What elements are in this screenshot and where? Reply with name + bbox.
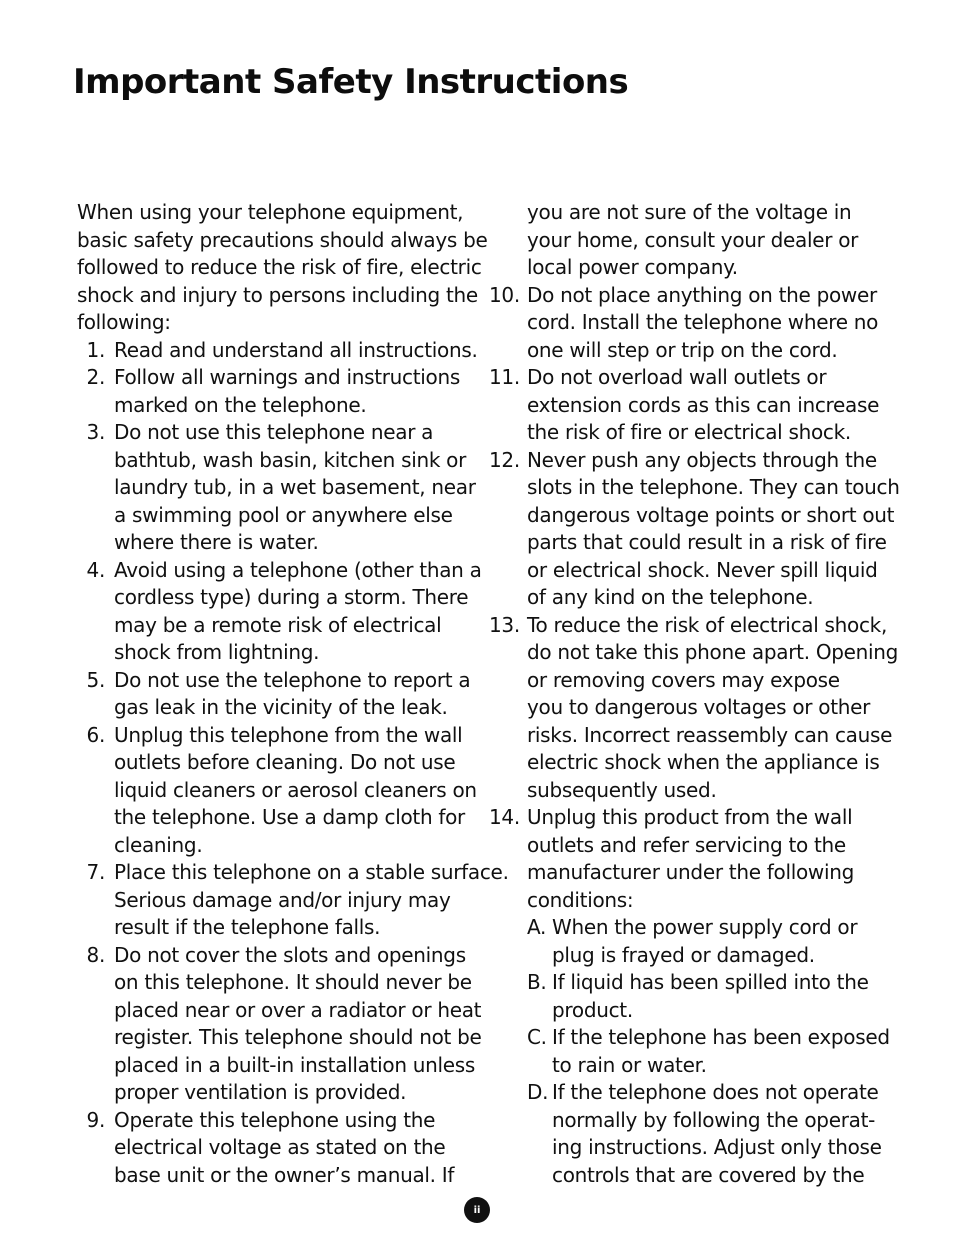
text-line: the risk of fire or electrical shock. bbox=[527, 420, 851, 444]
list-item-text bbox=[552, 1024, 890, 1079]
list-item-14 bbox=[489, 804, 889, 914]
list-item-13 bbox=[489, 612, 899, 805]
list-number: 2. bbox=[86, 365, 105, 389]
text-line: liquid cleaners or aerosol cleaners on bbox=[114, 777, 477, 802]
text-line: Do not use the telephone to report a bbox=[114, 667, 471, 692]
page-number-badge: ii bbox=[464, 1197, 490, 1223]
text-line: Unplug this telephone from the wall bbox=[114, 722, 463, 747]
text-line: register. This telephone should not be bbox=[114, 1025, 482, 1049]
list-number: 8. bbox=[86, 942, 105, 967]
list-item-text bbox=[527, 364, 889, 447]
text-line: the telephone. Use a damp cloth for bbox=[114, 805, 465, 829]
text-line: Serious damage and/or injury may bbox=[114, 887, 451, 912]
list-item-11 bbox=[489, 364, 889, 447]
text-line: outlets and refer servicing to the bbox=[527, 832, 846, 857]
text-line: cleaning. bbox=[114, 832, 203, 857]
text-line: When using your telephone equipment, bbox=[77, 200, 464, 224]
text-line: Avoid using a telephone (other than a bbox=[114, 557, 482, 582]
item-9-continuation bbox=[489, 199, 889, 282]
text-line: subsequently used. bbox=[527, 777, 717, 802]
list-item-text bbox=[114, 364, 477, 419]
list-item-text bbox=[527, 282, 889, 365]
text-line: result if the telephone falls. bbox=[114, 915, 381, 939]
condition-item-a bbox=[489, 914, 889, 969]
condition-item-b bbox=[489, 969, 889, 1024]
text-line: Follow all warnings and instructions bbox=[114, 365, 460, 389]
text-line: cord. Install the telephone where no bbox=[527, 310, 879, 334]
text-line: Do not place anything on the power bbox=[527, 282, 877, 307]
list-item-text bbox=[114, 859, 509, 942]
list-item-4 bbox=[77, 557, 482, 667]
text-line: To reduce the risk of electrical shock, bbox=[527, 612, 887, 637]
list-item-8 bbox=[77, 942, 482, 1107]
text-line: slots in the telephone. They can touch bbox=[527, 475, 900, 499]
text-line: normally by following the operat- bbox=[552, 1107, 876, 1132]
text-line: following: bbox=[77, 310, 171, 334]
list-item-10 bbox=[489, 282, 889, 365]
list-item-text bbox=[552, 1079, 889, 1189]
text-line: manufacturer under the following bbox=[527, 860, 854, 884]
instruction-list-right bbox=[489, 282, 900, 915]
list-item-7 bbox=[77, 859, 509, 942]
text-line: extension cords as this can increase bbox=[527, 392, 880, 417]
text-line: where there is water. bbox=[114, 530, 319, 554]
text-line: When the power supply cord or bbox=[552, 915, 858, 939]
text-line: you to dangerous voltages or other bbox=[527, 695, 871, 719]
list-number: 3. bbox=[86, 420, 105, 444]
text-line: dangerous voltage points or short out bbox=[527, 502, 895, 527]
text-line: risks. Incorrect reassembly can cause bbox=[527, 722, 893, 747]
text-line: ing instructions. Adjust only those bbox=[552, 1135, 882, 1159]
list-item-text bbox=[114, 557, 482, 667]
text-line: do not take this phone apart. Opening bbox=[527, 640, 899, 664]
condition-item-c bbox=[489, 1024, 889, 1079]
text-line: of any kind on the telephone. bbox=[527, 585, 814, 609]
list-number: 10. bbox=[489, 282, 520, 307]
text-line: laundry tub, in a wet basement, near bbox=[114, 475, 476, 499]
text-line: followed to reduce the risk of fire, electric bbox=[77, 255, 482, 279]
text-line: cordless type) during a storm. There bbox=[114, 585, 469, 609]
text-line: marked on the telephone. bbox=[114, 392, 367, 417]
text-line: Never push any objects through the bbox=[527, 447, 877, 472]
text-line: Place this telephone on a stable surface. bbox=[114, 860, 509, 884]
list-number: 4. bbox=[86, 557, 105, 582]
page-title: Important Safety Instructions bbox=[73, 62, 629, 102]
text-line: Operate this telephone using the bbox=[114, 1107, 436, 1132]
list-item-5 bbox=[77, 667, 477, 722]
text-line: placed near or over a radiator or heat bbox=[114, 997, 482, 1022]
list-item-text bbox=[552, 914, 889, 969]
list-item-text bbox=[114, 337, 478, 365]
text-line: product. bbox=[552, 997, 633, 1022]
text-line: plug is frayed or damaged. bbox=[552, 942, 815, 967]
text-line: electrical voltage as stated on the bbox=[114, 1135, 446, 1159]
text-line: or removing covers may expose bbox=[527, 667, 840, 692]
list-item-text bbox=[114, 419, 477, 557]
text-line: one will step or trip on the cord. bbox=[527, 337, 838, 362]
text-line: If the telephone has been exposed bbox=[552, 1025, 890, 1049]
list-number: A. bbox=[527, 915, 547, 939]
text-line: shock from lightning. bbox=[114, 640, 320, 664]
text-line: bathtub, wash basin, kitchen sink or bbox=[114, 447, 467, 472]
list-item-1 bbox=[77, 337, 477, 365]
list-number: 13. bbox=[489, 612, 520, 637]
condition-item-d bbox=[489, 1079, 889, 1189]
text-line: a swimming pool or anywhere else bbox=[114, 502, 453, 527]
list-number: 7. bbox=[86, 860, 105, 884]
list-item-text bbox=[114, 722, 477, 860]
list-number: 5. bbox=[86, 667, 105, 692]
text-line: shock and injury to persons including the bbox=[77, 282, 478, 307]
text-line: you are not sure of the voltage in bbox=[527, 200, 852, 224]
text-line: your home, consult your dealer or bbox=[527, 227, 859, 252]
condition-sublist bbox=[489, 914, 889, 1189]
list-number: 12. bbox=[489, 447, 520, 472]
text-line: on this telephone. It should never be bbox=[114, 970, 472, 994]
list-item-text bbox=[527, 804, 889, 914]
text-line: controls that are covered by the bbox=[552, 1162, 865, 1187]
text-line: base unit or the owner’s manual. If bbox=[114, 1162, 455, 1187]
text-line: electric shock when the appliance is bbox=[527, 750, 880, 774]
list-item-text bbox=[114, 667, 477, 722]
text-line: Do not cover the slots and openings bbox=[114, 942, 466, 967]
list-item-text bbox=[114, 1107, 477, 1190]
text-line: Read and understand all instructions. bbox=[114, 337, 478, 362]
list-item-2 bbox=[77, 364, 477, 419]
list-item-6 bbox=[77, 722, 477, 860]
list-item-3 bbox=[77, 419, 477, 557]
list-number: 11. bbox=[489, 365, 520, 389]
list-item-text bbox=[114, 942, 482, 1107]
text-line: parts that could result in a risk of fire bbox=[527, 530, 887, 554]
list-item-12 bbox=[489, 447, 900, 612]
right-column bbox=[489, 199, 900, 1189]
text-line: If the telephone does not operate bbox=[552, 1080, 879, 1104]
list-number: 9. bbox=[86, 1107, 105, 1132]
text-line: proper ventilation is provided. bbox=[114, 1080, 407, 1104]
list-number: 6. bbox=[86, 722, 105, 747]
text-line: basic safety precautions should always be bbox=[77, 227, 488, 252]
text-line: gas leak in the vicinity of the leak. bbox=[114, 695, 448, 719]
text-line: outlets before cleaning. Do not use bbox=[114, 750, 456, 774]
text-line: If liquid has been spilled into the bbox=[552, 970, 869, 994]
text-line: conditions: bbox=[527, 887, 634, 912]
list-number: 14. bbox=[489, 805, 520, 829]
text-line: Unplug this product from the wall bbox=[527, 805, 853, 829]
text-line: Do not use this telephone near a bbox=[114, 420, 434, 444]
list-number: D. bbox=[527, 1080, 549, 1104]
list-number: C. bbox=[527, 1025, 547, 1049]
list-item-text bbox=[527, 447, 900, 612]
list-number: 1. bbox=[86, 337, 105, 362]
list-item-9 bbox=[77, 1107, 477, 1190]
intro-paragraph bbox=[77, 199, 488, 337]
text-line: local power company. bbox=[527, 255, 738, 279]
text-line: may be a remote risk of electrical bbox=[114, 612, 442, 637]
text-line: or electrical shock. Never spill liquid bbox=[527, 557, 878, 582]
list-item-text bbox=[527, 612, 898, 805]
text-line: to rain or water. bbox=[552, 1052, 707, 1077]
text-line: Do not overload wall outlets or bbox=[527, 365, 827, 389]
list-number: B. bbox=[527, 970, 547, 994]
text-line: placed in a built-in installation unless bbox=[114, 1052, 476, 1077]
list-item-text bbox=[552, 969, 889, 1024]
